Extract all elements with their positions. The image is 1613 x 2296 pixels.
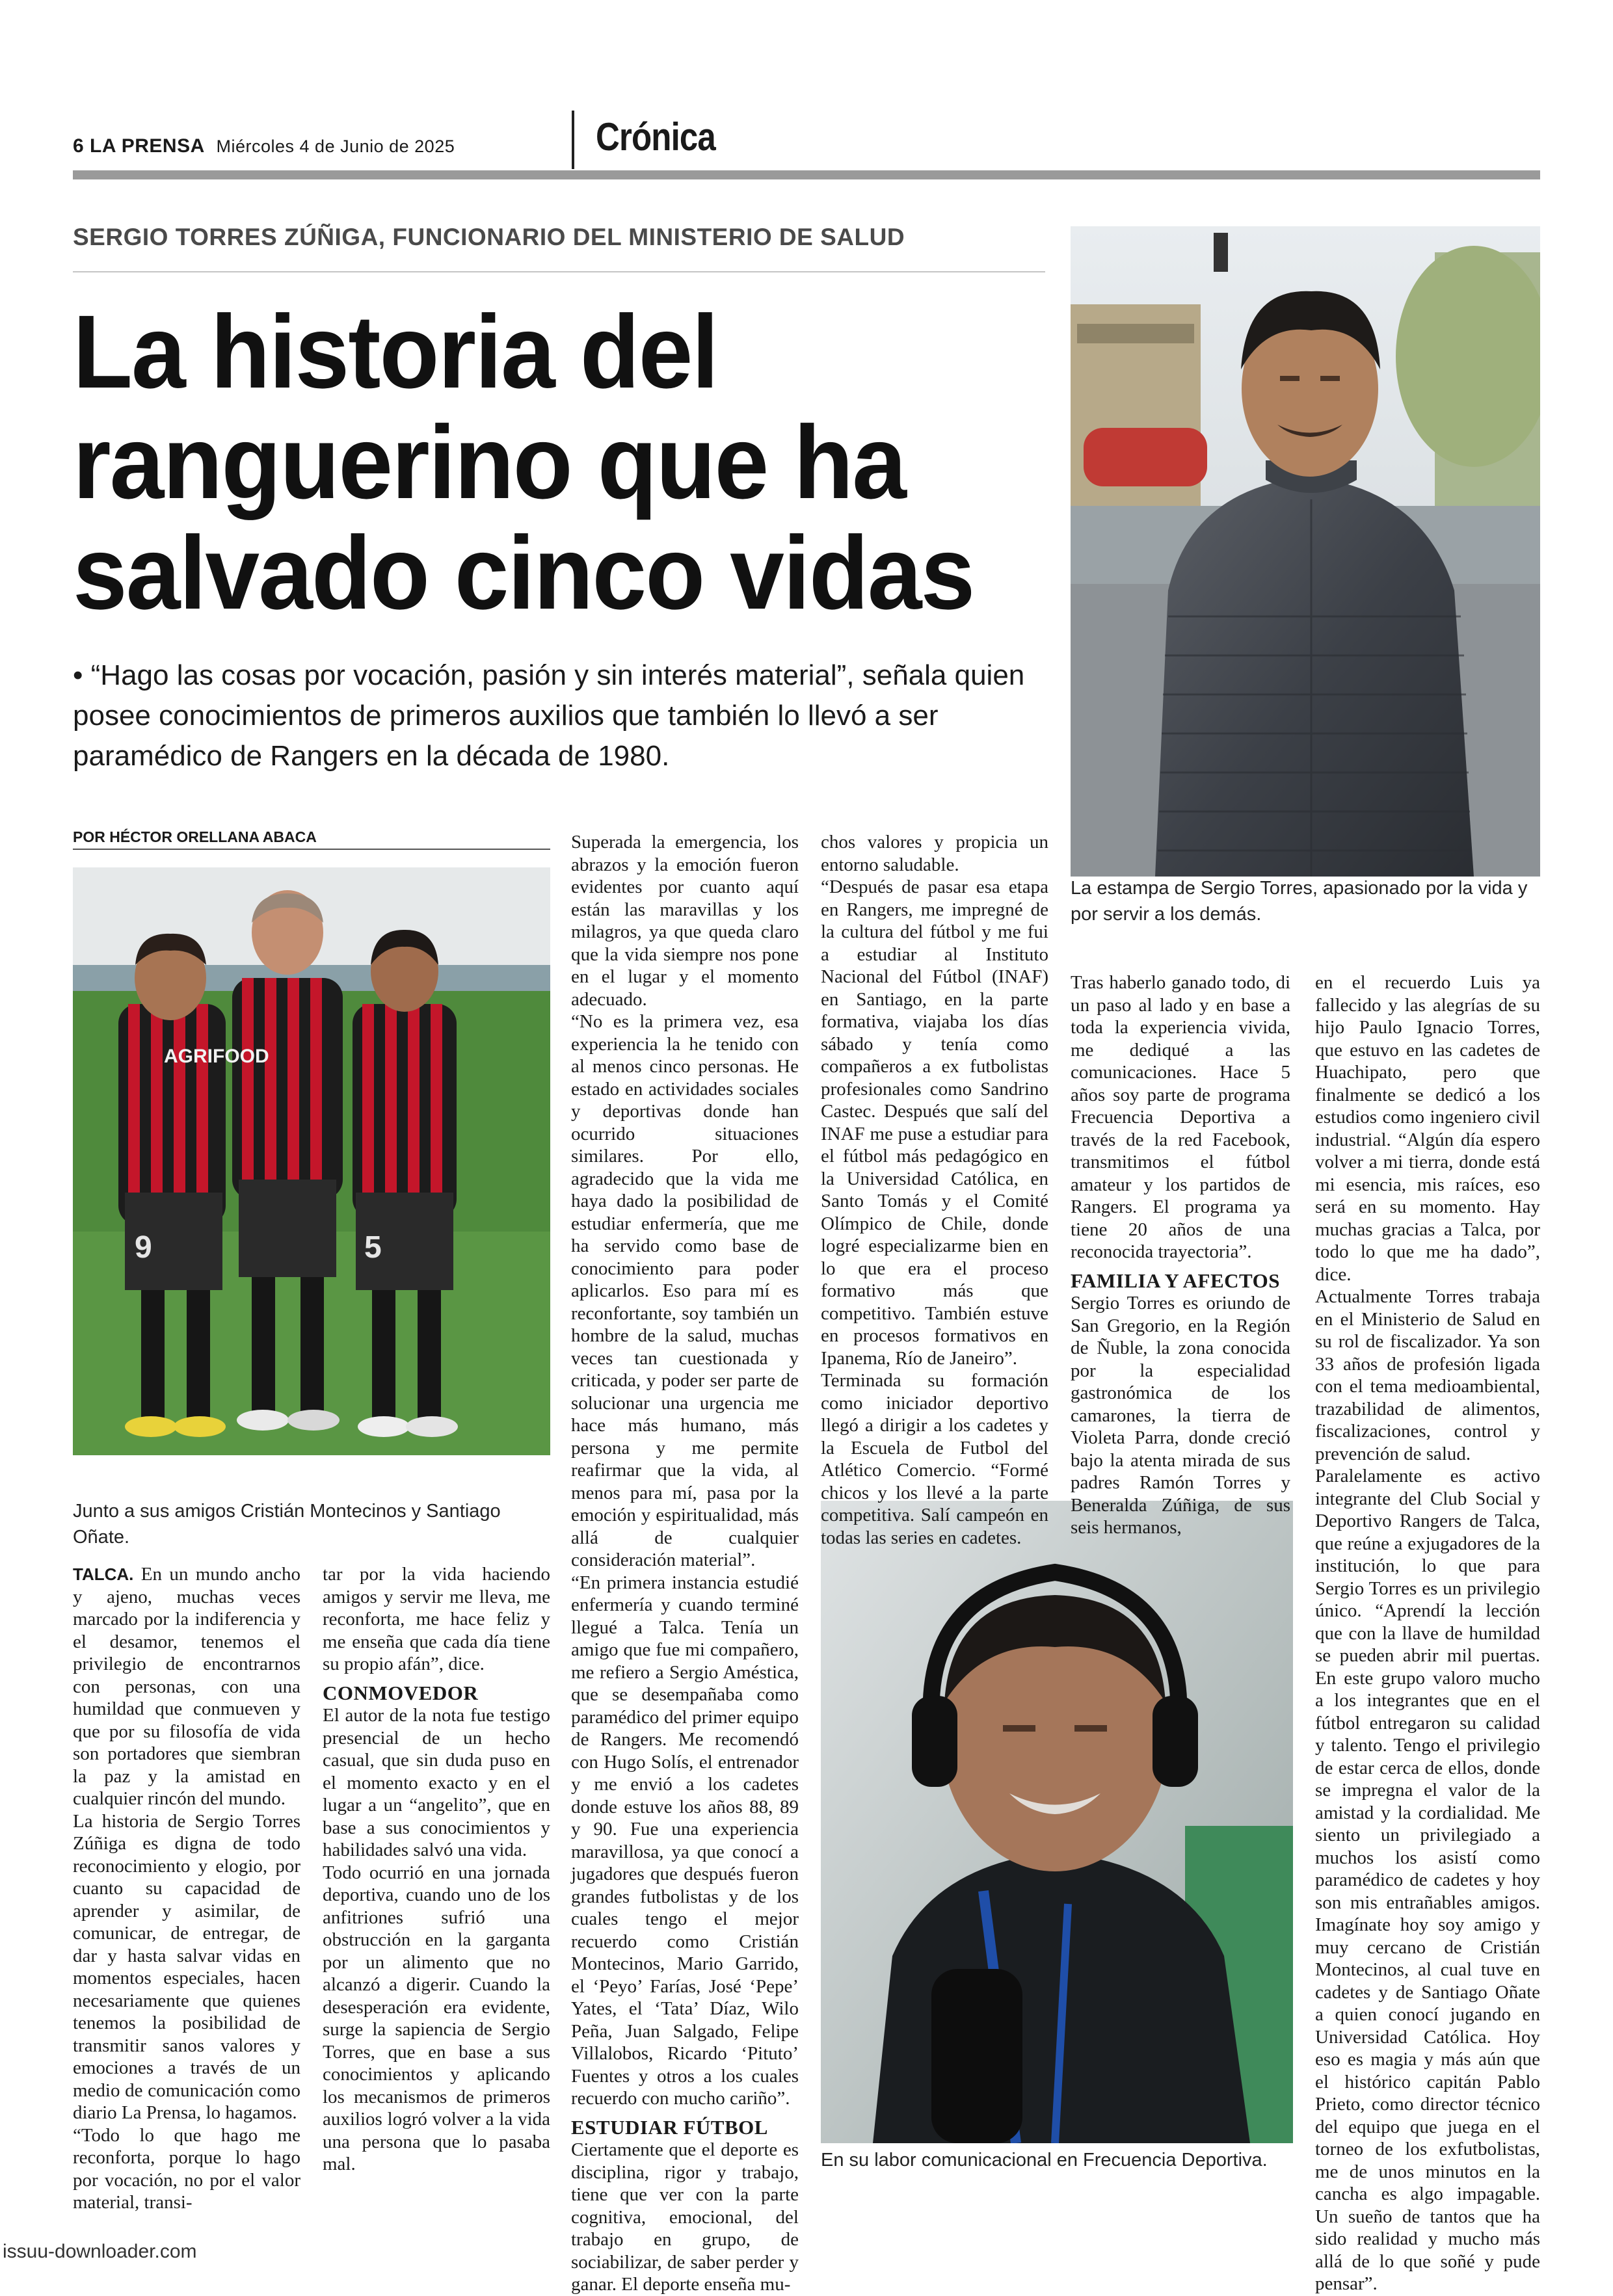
portrait-photo-image (1071, 226, 1540, 877)
body-column-2 (323, 1563, 550, 2176)
dateline: TALCA. (73, 1564, 134, 1584)
paper-name: LA PRENSA (90, 135, 204, 157)
subheading: CONMOVEDOR (323, 1681, 479, 1704)
body-column-4 (821, 831, 1048, 1549)
lead-text: “Hago las cosas por vocación, pasión y sin interés material”, señala quien posee conocimientos de primeros auxilios que también lo llevó a ser paramédico de Rangers en la década de 1980. (73, 659, 1025, 772)
issue-date: Miércoles 4 de Junio de 2025 (216, 137, 455, 156)
header-divider (572, 111, 574, 169)
subheading: FAMILIA Y AFECTOS (1071, 1269, 1280, 1292)
car-shape (1084, 428, 1207, 486)
header-rule (73, 170, 1540, 179)
page-number: 6 (73, 135, 85, 157)
paragraph: El autor de la nota fue testigo presencial de un hecho casual, que sin duda puso en el momento exacto y en el lugar a un “angelito”, que en base a sus conocimientos y habilidades salvó una vida. (323, 1705, 550, 1860)
page-folio (73, 135, 455, 157)
jacket-shape (1155, 483, 1474, 877)
portrait-photo (1071, 226, 1540, 877)
paragraph: La historia de Sergio Torres Zúñiga es digna de todo reconocimiento y elogio, por cuanto su capacidad de aprender y asimilar, de comunicar, de entregar, de dar y hasta salvar vidas en momentos especiales, hacen necesariamente que quienes tenemos la posibilidad de transmitir sanos valores y emociones a través de un medio de comunicación como diario La Prensa, lo hagamos. (73, 1810, 300, 2123)
paragraph (73, 1563, 300, 1810)
byline: POR HÉCTOR ORELLANA ABACA (73, 828, 317, 845)
body-column-6 (1315, 971, 1540, 2295)
paragraph: Terminada su formación como iniciador deportivo llegó a dirigir a los cadetes y la Escuela de Futbol del Atlético Comercio. “Formé chicos y los llevé a la parte competitiva. Salí campeón en todas las series en cadetes. (821, 1370, 1048, 1548)
paragraph: “En primera instancia estudié enfermería y cuando terminé llegué a Talca. Tenía un amigo que fue mi compañero, me refiero a Sergio Améstica, que se desempañaba como paramédico del primer equipo de Rangers. Me recomendó con Hugo Solís, el entrenador y me envió a los cadetes donde estuve los años 88, 89 y 90. Fue una experiencia maravillosa, ya que conocí a jugadores que después fueron grandes futbolistas y de los cuales tengo el mejor recuerdo como Cristián Montecinos, Mario Garrido, el ‘Peyo’ Farías, José ‘Pepe’ Yates, el ‘Tata’ Díaz, Wilo Peña, Juan Salgado, Felipe Villalobos, Ricardo ‘Pituto’ Fuentes y otros a los cuales recuerdo con mucho cariño”. (571, 1572, 799, 2109)
paragraph: “No es la primera vez, esa experiencia la he tenido con al menos cinco personas. He estado en actividades sociales y deportivas donde han ocurrido situaciones similares. Por ello, agradecido que la vida me haya dado la posibilidad de estudiar enfermería, que me ha servido como base de conocimiento para poder aplicarlos. Eso para mí es reconfortante, soy también un hombre de la salud, muchas veces tan cuestionada y criticada, y poder ser parte de solucionar una urgencia me hace más humano, más persona y me permite reafirmar que la vida, al menos para mí, pasa por la emoción y espiritualidad, más allá de cualquier consideración material”. (571, 1011, 799, 1570)
paragraph: Sergio Torres es oriundo de San Gregorio, en la Región de Ñuble, la zona conocida por la especialidad gastronómica de los camarones, la tierra de Violeta Parra, donde creció bajo la atenta mirada de sus padres Ramón Torres y Beneralda Zúñiga, de sus seis hermanos, (1071, 1293, 1290, 1538)
jersey-sponsor-text: AGRIFOOD (164, 1046, 269, 1067)
radio-caption: En su labor comunicacional en Frecuencia Deportiva. (821, 2150, 1268, 2171)
team-photo (73, 867, 550, 1455)
body-column-3 (571, 831, 799, 2296)
paragraph-text: En un mundo ancho y ajeno, muchas veces marcado por la indiferencia y el desamor, tenemos el privilegio de encontrarnos con personas, con una humildad que conmueven y que por su filosofía de vida son portadores que siembran la paz y la amistad en cualquier rincón del mundo. (73, 1564, 301, 1809)
team-photo-image (73, 867, 550, 1455)
paragraph: Superada la emergencia, los abrazos y la emoción fueron evidentes por cuanto aquí están las maravillas y los milagros, ya que queda claro que la vida siempre nos pone en el lugar y el momento adecuado. (571, 832, 799, 1010)
article-lead (73, 655, 1048, 776)
paragraph: en el recuerdo Luis ya fallecido y las alegrías de su hijo Paulo Ignacio Torres, que estuvo en las cadetes de Huachipato, pero que finalmente se dedicó a los estudios como ingeniero civil industrial. “Algún día espero volver a mi tierra, donde está mi esencia, mis raíces, eso será en su momento. Hay muchas gracias a Talca, por todo lo que me ha dado”, dice. (1315, 972, 1540, 1285)
jersey-number-right: 5 (364, 1230, 382, 1265)
paragraph: chos valores y propicia un entorno saludable. (821, 832, 1048, 875)
jersey-number-left: 9 (135, 1230, 152, 1265)
section-title: Crónica (596, 115, 715, 159)
bullet-icon: • (73, 659, 91, 691)
radio-photo-image (821, 1501, 1293, 2143)
watermark: issuu-downloader.com (3, 2241, 197, 2262)
paragraph: Tras haberlo ganado todo, di un paso al lado y en base a toda la experiencia vivida, me dediqué a las comunicaciones. Hace 5 años soy parte de programa Frecuencia Deportiva a través de la red Facebook, transmitimos el fútbol amateur y los partidos de Rangers. El programa ya tiene 20 años de una reconocida trayectoria”. (1071, 972, 1290, 1262)
microphone-shape (931, 1969, 1022, 2143)
paragraph: Paralelamente es activo integrante del Club Social y Deportivo Rangers de Talca, que reúne a exjugadores de la institución, lo que para Sergio Torres es un privilegio único. “Aprendí la lección que con la llave de humildad se pueden abrir mil puertas. En este grupo valoro mucho a los integrantes que en el fútbol entregaron su calidad y talento. Tengo el privilegio de estar cerca de ellos, donde se impregna el valor de la amistad y la cordialidad. Me siento un privilegiado a muchos los asistí como paramédico de cadetes y hoy son mis entrañables amigos. Imagínate hoy soy amigo y muy cercano de Cristián Montecinos, al cual tuve en cadetes y de Santiago Oñate a quien conocí jugando en Universidad Católica. Hoy eso es magia y más aún que el histórico capitán Pablo Prieto, como director técnico del equipo que juega en el torneo de los exfutbolistas, me de unos minutos en la cancha es algo impagable. Un sueño de tantos que ha sido realidad y mucho más allá de lo que soñé y pude pensar”. (1315, 1466, 1540, 2294)
kicker-rule (73, 271, 1045, 272)
portrait-caption: La estampa de Sergio Torres, apasionado por la vida y por servir a los demás. (1071, 878, 1528, 925)
paragraph: Actualmente Torres trabaja en el Ministerio de Salud en su rol de fiscalizador. Ya son 33 años de profesión ligada con el tema medioambiental, trazabilidad de alimentos, fiscalizaciones, control y prevención de salud. (1315, 1286, 1540, 1464)
paragraph: “Después de pasar esa etapa en Rangers, me impregné de la cultura del fútbol y me fui a estudiar al Instituto Nacional del Fútbol (INAF) en Santiago, en la parte formativa, viajaba los días sábado y tenía como compañeros a ex futbolistas profesionales como Sandrino Castec. Después que salí del INAF me puse a estudiar para el fútbol más pedagógico en la Universidad Católica, en Santo Tomás y el Comité Olímpico de Chile, donde logré especializarme bien en lo que era el proceso formativo más que competitivo. También estuve en procesos formativos en Ipanema, Río de Janeiro”. (821, 877, 1048, 1369)
body-column-1 (73, 1563, 300, 2214)
byline-rule (73, 849, 550, 850)
article-kicker: SERGIO TORRES ZÚÑIGA, FUNCIONARIO DEL MINISTERIO DE SALUD (73, 224, 905, 250)
paragraph: Todo ocurrió en una jornada deportiva, cuando uno de los anfitriones sufrió una obstrucción en la garganta por un alimento que no alcanzó a digerir. Cuando la desesperación era evidente, surge la sapiencia de Sergio Torres, que en base a sus conocimientos y aplicando los mecanismos de primeros auxilios logró volver a la vida una persona que lo pasaba mal. (323, 1862, 550, 2174)
body-column-5 (1071, 971, 1290, 1539)
article-headline: La historia del ranguerino que ha salvado cinco vidas (73, 293, 974, 631)
radio-photo (821, 1501, 1293, 2143)
subheading: ESTUDIAR FÚTBOL (571, 2115, 768, 2139)
paragraph: “Todo lo que hago me reconforta, porque lo hago por vocación, no por el valor material, transi- (73, 2124, 300, 2213)
paragraph: tar por la vida haciendo amigos y servir me lleva, me reconforta, me hace feliz y me enseña que cada día tiene su propio afán”, dice. (323, 1564, 550, 1674)
team-caption: Junto a sus amigos Cristián Montecinos y Santiago Oñate. (73, 1501, 501, 1548)
paragraph: Ciertamente que el deporte es disciplina, rigor y trabajo, tiene que ver con la parte cognitiva, emocional, del trabajo en grupo, de sociabilizar, de saber perder y ganar. El deporte enseña mu- (571, 2139, 799, 2295)
